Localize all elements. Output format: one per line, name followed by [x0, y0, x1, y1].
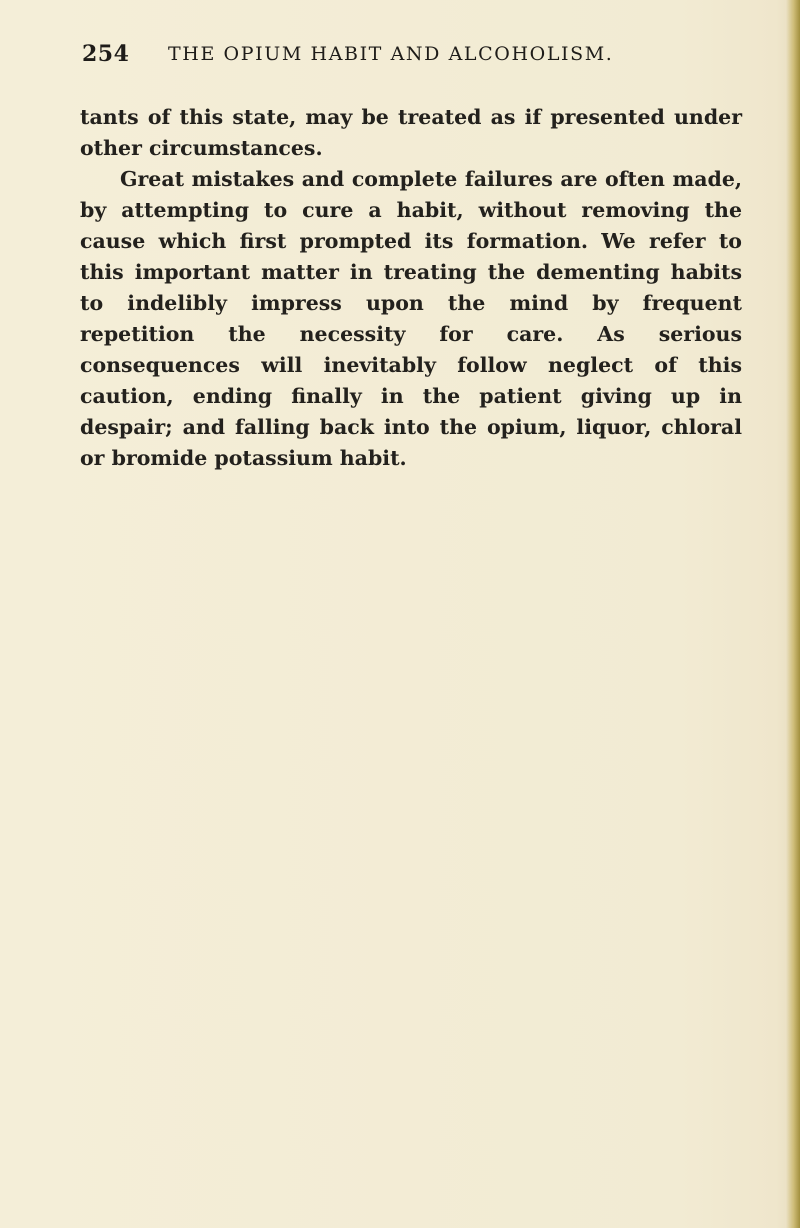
- page-number: 254: [82, 41, 130, 67]
- paragraph: Great mistakes and complete failures are often made, by attempting to cure a habit, without removing the cause which first prompted its formation. We refer to this important matter in treating the dementing habits to indelibly impress upon the mind by frequent repetition the necessity for care. As serious consequences will inevitably follow neglect of this caution, ending finally in the patient giving up in despair; and falling back into the opium, liquor, chloral or bromide potassium habit.: [80, 167, 742, 470]
- running-title: THE OPIUM HABIT AND ALCOHOLISM.: [168, 43, 614, 65]
- body-text: [80, 102, 742, 474]
- page-header: [82, 41, 742, 75]
- page-edge-shadow: [786, 0, 800, 1228]
- paragraph-continued: tants of this state, may be treated as if presented under other circumstances.: [80, 105, 742, 160]
